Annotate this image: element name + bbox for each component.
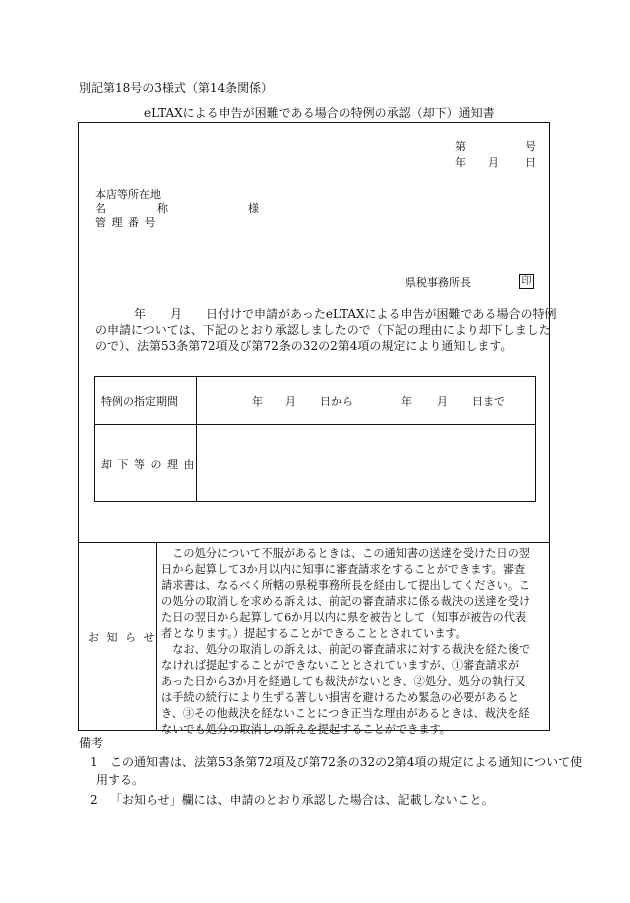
- date-year: 年: [455, 156, 466, 169]
- notice-line: 請求書は、なるべく所轄の県税事務所長を経由して提出してください。こ: [161, 579, 531, 592]
- notice-line: ないでも処分の取消しの訴えを提起することができます。: [161, 723, 451, 736]
- number-prefix: 第: [455, 140, 466, 153]
- period-to-year: 年: [401, 395, 412, 408]
- name-label-1: 名: [95, 202, 106, 215]
- date-day: 日: [525, 156, 536, 169]
- remark-2-number: 2: [90, 793, 98, 807]
- remark-1-line-2: 用する。: [96, 773, 145, 787]
- period-to-month: 月: [437, 395, 448, 408]
- remark-2-text: 「お知らせ」欄には、申請のとおり承認した場合は、記載しないこと。: [110, 793, 494, 807]
- period-from-year: 年: [252, 395, 263, 408]
- page-title: eLTAXによる申告が困難である場合の特例の承認（却下）通知書: [144, 106, 495, 120]
- period-to-day: 日まで: [472, 395, 505, 408]
- seal-mark: 印: [519, 274, 534, 289]
- period-label: 特例の指定期間: [101, 395, 178, 408]
- body-line-3: ので）、法第53条第72項及び第72条の32の2第4項の規定により通知します。: [95, 339, 513, 353]
- notice-line: き、③その他裁決を経ないことにつき正当な理由があるときは、裁決を経: [161, 707, 530, 720]
- period-from-day: 日から: [320, 395, 353, 408]
- notice-line: あった日から3か月を経過しても裁決がないとき、②処分、処分の執行又: [161, 675, 526, 688]
- remark-1-number: 1: [90, 755, 98, 769]
- notice-line: なお、処分の取消しの訴えは、前記の審査請求に対する裁決を経た後で: [161, 643, 531, 656]
- notice-divider: [78, 542, 550, 543]
- reason-field: [197, 425, 535, 501]
- sender-office: 県税事務所長: [405, 276, 471, 289]
- notice-line: は手続の続行により生ずる著しい損害を避けるため緊急の必要があると: [161, 691, 520, 704]
- notice-label: お 知 ら せ: [88, 631, 157, 644]
- body-line-2: の申請については、下記のとおり承認しましたので（下記の理由により却下しました: [95, 323, 551, 337]
- address-label: 本店等所在地: [95, 188, 161, 201]
- remark-1-line-1: この通知書は、法第53条第72項及び第72条の32の2第4項の規定による通知について使: [110, 755, 583, 769]
- notice-line: 日から起算して3か月以内に知事に審査請求をすることができます。審査: [161, 563, 526, 576]
- period-from-month: 月: [285, 395, 296, 408]
- notice-line: の処分の取消しを求める訴えは、前記の審査請求に係る裁決の送達を受け: [161, 595, 531, 608]
- form-number: 別記第18号の3様式（第14条関係）: [79, 81, 274, 95]
- name-label-2: 称: [157, 202, 168, 215]
- body-line-1: 年 月 日付けで申請があったeLTAXによる申告が困難である場合の特例: [134, 307, 557, 321]
- reason-label: 却 下 等 の 理 由: [101, 458, 196, 471]
- date-month: 月: [488, 156, 499, 169]
- notice-line: た日の翌日から起算して6か月以内に県を被告として（知事が被告の代表: [161, 611, 527, 624]
- notice-line: 者となります。）提起することができることとされています。: [161, 627, 467, 640]
- number-suffix: 号: [525, 140, 536, 153]
- notice-line: この処分について不服があるときは、この通知書の送達を受けた日の翌: [161, 547, 530, 560]
- remarks-heading: 備考: [79, 736, 104, 750]
- honorific: 様: [248, 202, 259, 215]
- notice-line: なければ提起することができないこととされていますが、①審査請求が: [161, 659, 520, 672]
- management-number-label: 管 理 番 号: [95, 216, 157, 229]
